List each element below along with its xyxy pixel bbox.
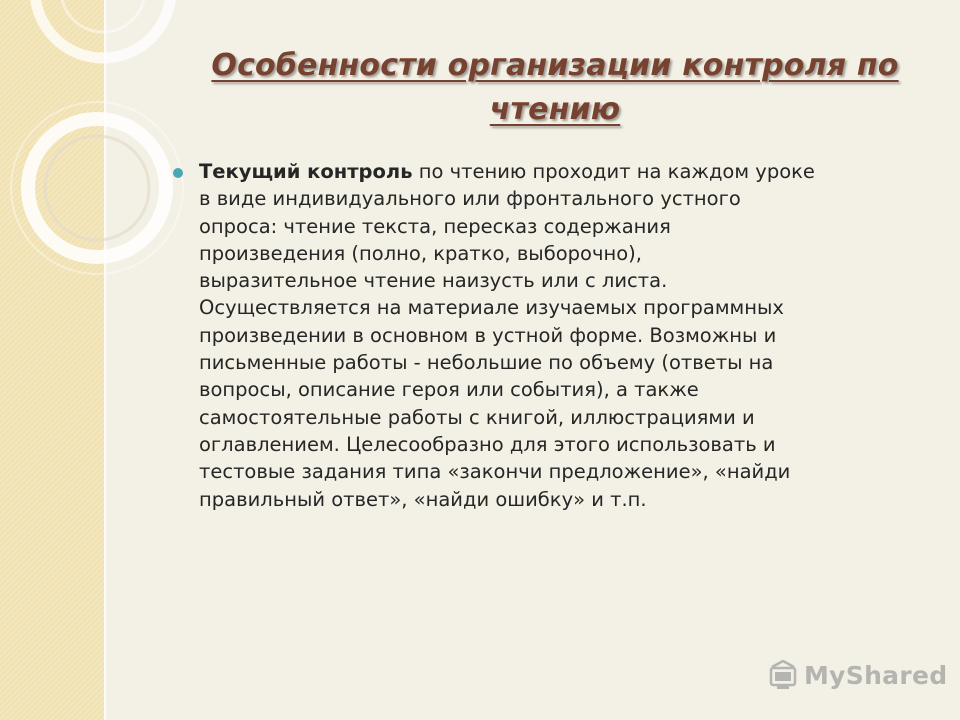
slide-title [150,44,960,132]
bullet-list-item [173,158,933,513]
bullet-text-line: самостоятельные работы с книгой, иллюстрациями и [199,405,755,429]
slide-title-line: Особенности организации контроля по [211,48,899,83]
bullet-text-line: вопросы, описание героя или события), а также [199,378,699,402]
bullet-lead-term: Текущий контроль [199,160,413,183]
myshared-logo-icon [766,658,800,692]
bullet-text-line: произведения (полно, кратко, выборочно), [199,241,642,265]
bullet-text-line: Осуществляется на материале изучаемых программных [199,296,784,320]
bullet-dot-icon [173,168,183,178]
bullet-text-line: оглавлением. Целесообразно для этого использовать и [199,432,776,456]
bullet-text-line: произведении в основном в устной форме. Возможны и [199,323,777,347]
bullet-first-line-rest: по чтению проходит на каждом уроке [412,160,815,183]
bullet-text-line: в виде индивидуального или фронтального устного [199,187,741,211]
bullet-text-line: выразительное чтение наизусть или с листа. [199,269,668,293]
bullet-text-line: правильный ответ», «найди ошибку» и т.п. [199,487,647,511]
bullet-text-line [199,158,933,185]
bullet-text-line: тестовые задания типа «закончи предложение», «найди [199,460,791,484]
bullet-text-line: опроса: чтение текста, пересказ содержания [199,214,671,238]
slide-title-line: чтению [489,92,621,127]
watermark-text: MyShared [804,660,948,690]
myshared-watermark [766,658,947,692]
bullet-text [199,158,933,513]
bullet-text-line: письменные работы - небольшие по объему (ответы на [199,351,774,375]
